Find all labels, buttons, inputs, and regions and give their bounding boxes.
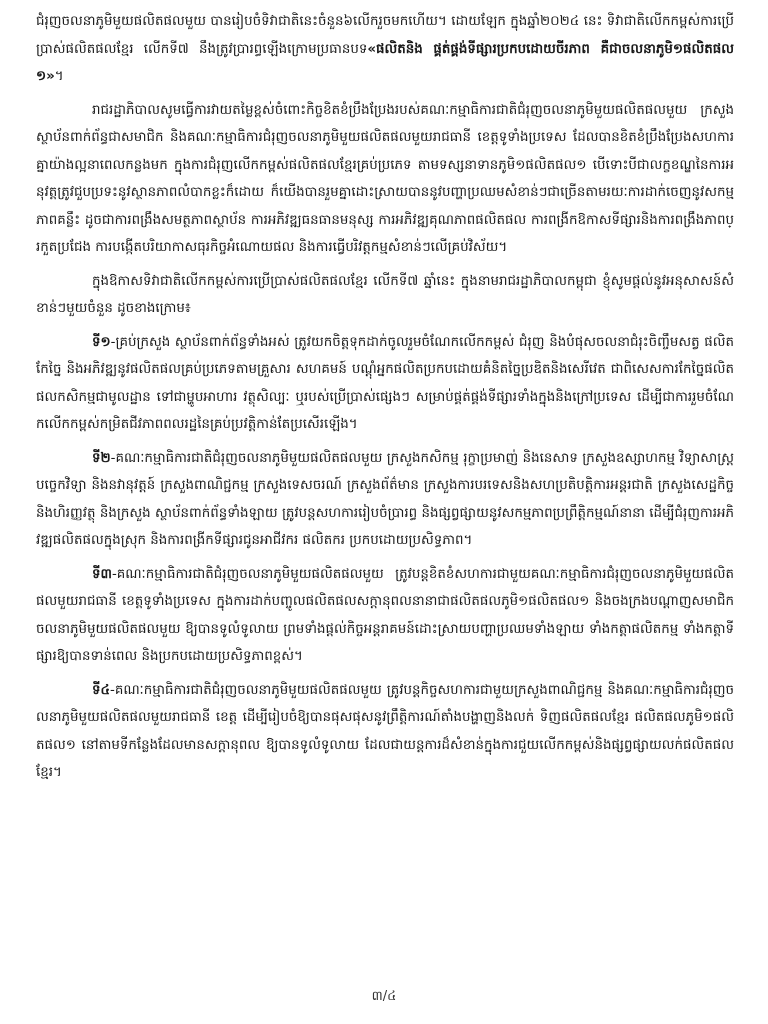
recommendation-label: ទី១ [92,334,111,350]
recommendation-3 [36,561,734,671]
intro-text: ជំរុញចលនាភូមិមួយផលិតផលមួយ បានរៀបចំទិវាជាតិនេះចំនួន៦លើករួចមកហើយ។ ដោយឡែក ក្នុងឆ្នាំ២០២៤ នេះ ទិវាជាតិលើកកម្ពស់ការប្រើប្រាស់ផលិតផលខ្មែរ លើកទី៧ នឹងត្រូវប្រារព្ធឡើងក្រោមប្រធានបទ [36,14,734,57]
occasion-paragraph: ក្នុងឱកាសទិវាជាតិលើកកម្ពស់ការប្រើប្រាស់ផលិតផលខ្មែរ លើកទី៧ ឆ្នាំនេះ ក្នុងនាមរាជរដ្ឋាភិបាលកម្ពុជា ខ្ញុំសូមផ្តល់នូវអនុសាសន៍សំខាន់ៗមួយចំនួន ដូចខាងក្រោម៖ [36,273,734,316]
recommendation-label: ទី២ [92,450,111,466]
intro-paragraph [36,8,734,91]
page-number: ៣/៤ [371,989,397,1004]
recommendation-2 [36,445,734,555]
recommendation-text: -គ្រប់ក្រសួង ស្ថាប័នពាក់ព័ន្ធទាំងអស់ ត្រូវយកចិត្តទុកដាក់ចូលរួមចំណែកលើកកម្ពស់ ជំរុញ និងបំផុសចលនាជំរុះចិញ្ចឹមសត្វ ផលិត កែច្នៃ និងអភិវឌ្ឍនូវផលិតផលគ្រប់ប្រភេទតាមគ្រួសារ សហគមន៍ បណ្តុំអ្នកផលិតប្រកបដោយគំនិតច្នៃប្រឌិតនិងសេរីវេត ជាពិសេសការកែច្នៃផលិតផលកសិកម្មជាមូលដ្ឋាន ទៅជាម្ហូបអាហារ វត្ថុសិល្បៈ ឬរបស់ប្រើប្រាស់ផ្សេងៗ សម្រាប់ផ្គត់ផ្គង់ទីផ្សារទាំងក្នុងនិងក្រៅប្រទេស ដើម្បីជាការរួមចំណែកលើកកម្ពស់កម្រិតជីវភាពពលរដ្ឋនៃគ្រប់ប្រវត្តិកាន់តែប្រសើរឡើង។ [36,334,734,432]
recommendation-text: -គណៈកម្មាធិការជាតិជំរុញចលនាភូមិមួយផលិតផលមួយ ក្រសួងកសិកម្ម រុក្ខាប្រមាញ់ និងនេសាទ ក្រសួងឧស្សាហកម្ម វិទ្យាសាស្ត្រ បច្ចេកវិទ្យា និងនវានុវត្តន៍ ក្រសួងពាណិជ្ជកម្ម ក្រសួងទេសចរណ៍ ក្រសួងព័ត៌មាន ក្រសួងការបរទេសនិងសហប្រតិបត្តិការអន្តរជាតិ ក្រសួងសេដ្ឋកិច្ចនិងហិរញ្ញវត្ថុ និងក្រសួង ស្ថាប័នពាក់ព័ន្ធទាំងឡាយ ត្រូវបន្តសហការរៀបចំប្រារព្ធ និងផ្សព្វផ្សាយនូវសកម្មភាពប្រព្រឹត្តិកម្មណ៍នានា ដើម្បីជំរុញការអភិវឌ្ឍផលិតផលក្នុងស្រុក និងការពង្រីកទីផ្សារជូនអាជីវករ ផលិតករ ប្រកបដោយប្រសិទ្ធភាព។ [36,450,734,548]
recommendation-label: ទី៤ [92,682,110,698]
theme-title: «ផលិតនិង ផ្គត់ផ្គង់ទីផ្សារប្រកបដោយចីរភាព គឺជាចលនាភូមិ១ផលិតផល១» [36,41,734,84]
gratitude-paragraph: រាជរដ្ឋាភិបាលសូមធ្វើការវាយតម្លៃខ្ពស់ចំពោះកិច្ចខិតខំប្រឹងប្រែងរបស់គណៈកម្មាធិការជាតិជំរុញចលនាភូមិមួយផលិតផលមួយ ក្រសួង ស្ថាប័នពាក់ព័ន្ធជាសមាជិក និងគណៈកម្មាធិការជំរុញចលនាភូមិមួយផលិតផលមួយរាជធានី ខេត្តទូទាំងប្រទេស ដែលបានខិតខំប្រឹងប្រែងសហការគ្នាយ៉ាងល្អនាពេលកន្លងមក ក្នុងការជំរុញលើកកម្ពស់ផលិតផលខ្មែរគ្រប់ប្រភេទ តាមទស្សនាទានភូមិ១ផលិតផល១ បើទោះបីជាលក្ខខណ្ឌនៃការអនុវត្តត្រូវជួបប្រទះនូវស្ថានភាពលំបាកខ្លះក៏ដោយ ក៏យើងបានរួមគ្នាដោះស្រាយបាននូវបញ្ហាប្រឈមសំខាន់ៗជាច្រើនតាមរយៈការដាក់ចេញនូវសកម្មភាពគន្លឹះ ដូចជាការពង្រឹងសមត្ថភាពស្ថាប័ន ការអភិវឌ្ឍធនធានមនុស្ស ការអភិវឌ្ឍគុណភាពផលិតផល ការពង្រីកឱកាសទីផ្សារនិងការពង្រឹងភាពប្រកួតប្រជែង ការបង្កើតបរិយាកាសធុរកិច្ចអំណោយផល និងការធ្វើបរិវត្តកម្មសំខាន់ៗលើគ្រប់វិស័យ។ [36,102,734,255]
recommendation-text: -គណៈកម្មាធិការជាតិជំរុញចលនាភូមិមួយផលិតផលមួយ ត្រូវបន្តខិតខំសហការជាមួយគណៈកម្មាធិការជំរុញចលនាភូមិមួយផលិតផលមួយរាជធានី ខេត្តទូទាំងប្រទេស ក្នុងការដាក់បញ្ចូលផលិតផលសក្តានុពលនានាជាផលិតផលភូមិ១ផលិតផល១ និងចងក្រងបណ្តាញសមាជិកចលនាភូមិមួយផលិតផលមួយ ឱ្យបានទូលំទូលាយ ព្រមទាំងផ្តល់កិច្ចអន្តរាគមន៍ដោះស្រាយបញ្ហាប្រឈមទាំងឡាយ ទាំងកត្តាផលិតកម្ម ទាំងកត្តាទីផ្សារឱ្យបានទាន់ពេល និងប្រកបដោយប្រសិទ្ធភាពខ្ពស់។ [36,566,734,664]
recommendation-text: -គណៈកម្មាធិការជាតិជំរុញចលនាភូមិមួយផលិតផលមួយ ត្រូវបន្តកិច្ចសហការជាមួយក្រសួងពាណិជ្ជកម្ម និងគណៈកម្មាធិការជំរុញចលនាភូមិមួយផលិតផលមួយរាជធានី ខេត្ត ដើម្បីរៀបចំឱ្យបានផុសផុសនូវព្រឹត្តិការណ៍តាំងបង្ហាញនិងលក់ ទិញផលិតផលខ្មែរ ផលិតផលភូមិ១ផលិតផល១ នៅតាមទីកន្លែងដែលមានសក្តានុពល ឱ្យបានទូលំទូលាយ ដែលជាយន្តការដ៏សំខាន់ក្នុងការជួយលើកកម្ពស់និងផ្សព្វផ្សាយលក់ផលិតផលខ្មែរ។ [36,682,734,780]
intro-end: ។ [54,69,64,84]
recommendation-4 [36,677,734,787]
recommendation-label: ទី៣ [92,566,112,582]
recommendation-1 [36,329,734,439]
